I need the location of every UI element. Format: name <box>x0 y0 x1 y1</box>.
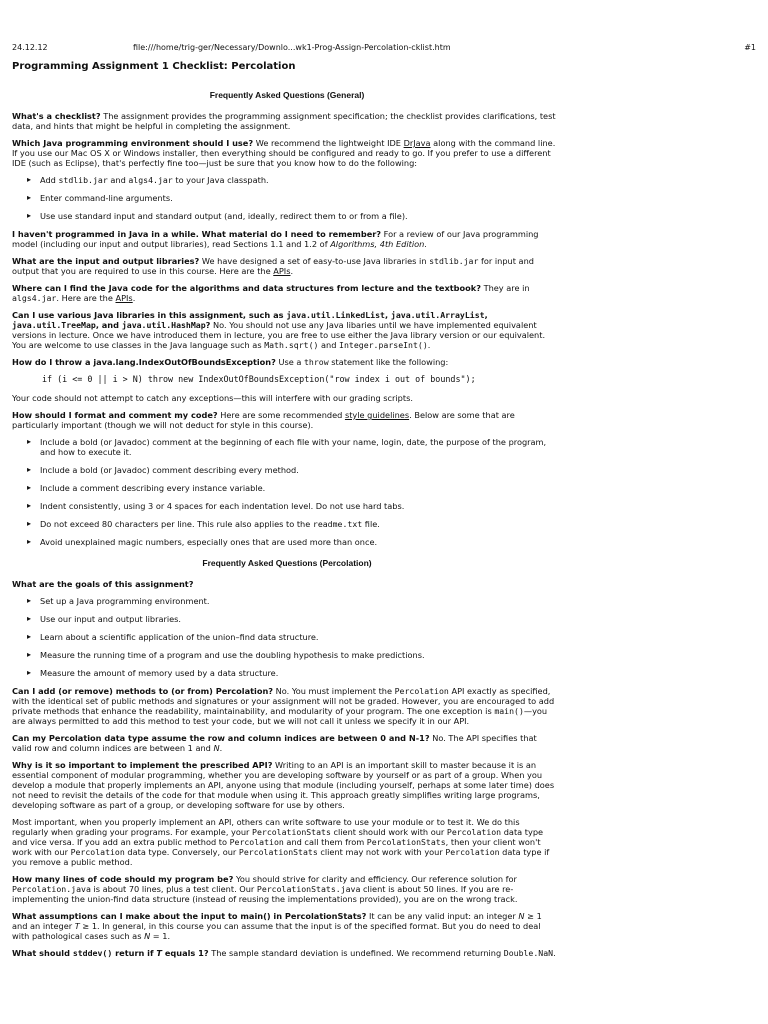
text: Can I use various Java libraries in this assignment, such as <box>12 310 287 320</box>
list-item: ▸ Enter command-line arguments. <box>40 193 558 203</box>
answer: The sample standard deviation is undefined. We recommend returning <box>208 948 504 958</box>
text: data type if you remove a public method. <box>12 847 550 867</box>
faq-input-assumptions <box>12 911 558 941</box>
text: and <box>107 175 129 185</box>
code: throw <box>304 357 329 367</box>
question: What assumptions can I make about the input to main() in PercolationStats? <box>12 911 367 921</box>
text: Most important, when you properly implement an API, others can write software to use your module or to test it. We do this regularly when grading your programs. For example, your <box>12 817 520 837</box>
text: client may not work with your <box>317 847 446 857</box>
answer: = 1. <box>150 931 171 941</box>
faq-java-environment <box>12 138 558 168</box>
question: How should I format and comment my code? <box>12 410 218 420</box>
list-item <box>40 519 558 529</box>
answer: . <box>424 239 427 249</box>
code: PercolationStats <box>366 837 446 847</box>
page-title: Programming Assignment 1 Checklist: Percolation <box>12 61 296 72</box>
question: What are the goals of this assignment? <box>12 579 194 589</box>
answer: Writing to an API is an important skill to master because it is an essential component of modular programming, whether you are developing software by yourself or as part of a group. When you develop a module that properly implements an API, anyone using that module (including yourself, perhaps at some later time) does not need to revisit the details of the code for that module when using it. This approach greatly simplifies writing large programs, developing software as part of a group, or developing software for use by others. <box>12 760 555 810</box>
faq-throw-exception <box>12 357 558 367</box>
answer: . <box>132 293 136 303</box>
list-item: ▸ Measure the running time of a program and use the doubling hypothesis to make predictions. <box>40 650 558 660</box>
question: I haven't programmed in Java in a while. What material do I need to remember? <box>12 229 382 239</box>
math-var: T <box>156 948 162 958</box>
answer: Here are some recommended <box>217 410 345 420</box>
answer: for input and output that you are required to use in this course. Here are the <box>12 256 534 276</box>
question <box>12 948 209 958</box>
question: How do I throw a java.lang.IndexOutOfBoundsException? <box>12 357 276 367</box>
code: PercolationStats.java <box>256 884 361 894</box>
answer: . <box>553 948 556 958</box>
text: , <box>484 310 488 320</box>
list-item: ▸ Avoid unexplained magic numbers, especially ones that are used more than once. <box>40 537 558 547</box>
answer: . <box>427 340 431 350</box>
answer: statement like the following: <box>328 357 449 367</box>
faq-code-style <box>12 410 558 430</box>
text: data type and vice versa. If you add an extra public method to <box>12 827 544 847</box>
answer: No. You should not use any Java libaries until we have implemented equivalent versions in lecture. Once we have introduced them in lecture, you are free to use either the Java library version or our equivalent. You are welcome to use classes in the Java language such as <box>12 320 546 350</box>
text: and call them from <box>283 837 367 847</box>
style-guidelines-link[interactable]: style guidelines <box>344 410 410 420</box>
question: What's a checklist? <box>12 111 101 121</box>
answer: . Below are some that are particularly important (though we will not deduct for style in this course). <box>12 410 515 430</box>
code: Percolation <box>394 686 449 696</box>
print-file-path: file:///home/trig-ger/Necessary/Downlo...wk1-Prog-Assign-Percolation-cklist.htm <box>133 43 451 52</box>
faq-checklist <box>12 111 558 131</box>
code: Percolation <box>229 837 284 847</box>
section-heading-percolation: Frequently Asked Questions (Percolation) <box>202 558 372 568</box>
code: Percolation <box>445 847 500 857</box>
code: stddev() <box>72 948 113 958</box>
text: Add <box>40 175 59 185</box>
document-content <box>12 61 558 965</box>
code: java.util.ArrayList <box>390 310 485 320</box>
list-item <box>40 175 558 185</box>
answer: . Here are the <box>56 293 116 303</box>
print-header <box>12 43 756 55</box>
list-item: ▸ Use our input and output libraries. <box>40 614 558 624</box>
code: Percolation.java <box>12 884 91 894</box>
question: Can I add (or remove) methods to (or from) Percolation? <box>12 686 274 696</box>
faq-algorithm-code <box>12 283 558 303</box>
code: algs4.jar <box>12 293 57 303</box>
answer: Use a <box>275 357 304 367</box>
question: What are the input and output libraries? <box>12 256 200 266</box>
faq-prescribed-api <box>12 760 558 810</box>
goals-list <box>12 596 558 678</box>
answer: We recommend the lightweight IDE <box>253 138 404 148</box>
text: What should <box>12 948 73 958</box>
faq-io-libraries <box>12 256 558 276</box>
answer: We have designed a set of easy-to-use Java libraries in <box>199 256 430 266</box>
list-item: ▸ Include a bold (or Javadoc) comment at the beginning of each file with your name, login, date, the purpose of the program, and how to execute it. <box>40 437 558 457</box>
code: stdlib.jar <box>58 175 108 185</box>
faq-java-refresher <box>12 229 558 249</box>
api-paragraph <box>12 817 558 867</box>
code: Double.NaN <box>503 948 554 958</box>
answer: ≥ 1. In general, in this course you can assume that the input is of the specified format. But you do need to deal with pathological cases such as <box>12 921 541 941</box>
text: equals 1? <box>161 948 209 958</box>
text: file. <box>362 519 380 529</box>
code: Percolation <box>70 847 125 857</box>
text: Do not exceed 80 characters per line. This rule also applies to the <box>40 519 313 529</box>
question: Where can I find the Java code for the algorithms and data structures from lecture and the textbook? <box>12 283 481 293</box>
question: Which Java programming environment should I use? <box>12 138 254 148</box>
text: , <box>384 310 391 320</box>
apis-link[interactable]: APIs <box>273 266 291 276</box>
exception-note: Your code should not attempt to catch any exceptions—this will interfere with our grading scripts. <box>12 393 413 403</box>
code: readme.txt <box>312 519 363 529</box>
list-item: ▸ Set up a Java programming environment. <box>40 596 558 606</box>
apis-link[interactable]: APIs <box>115 293 133 303</box>
code: Percolation <box>446 827 502 837</box>
book-title: Algorithms, 4th Edition <box>330 239 425 249</box>
faq-add-methods <box>12 686 558 726</box>
code: PercolationStats <box>238 847 318 857</box>
code-example: if (i <= 0 || i > N) throw new IndexOutOfBoundsException("row index i out of bounds"); <box>42 374 476 384</box>
list-item: ▸ Learn about a scientific application of the union–find data structure. <box>40 632 558 642</box>
answer: ≥ 1 and an integer <box>12 911 542 931</box>
section-heading-general: Frequently Asked Questions (General) <box>209 90 365 100</box>
code: stdlib.jar <box>429 256 479 266</box>
faq-java-libraries <box>12 310 558 350</box>
text: ? <box>205 320 211 330</box>
answer: For a review of our Java programming model (including our input and output libraries), read Sections 1.1 and 1.2 of <box>12 229 539 249</box>
question: Can my Percolation data type assume the row and column indices are between 0 and N-1? <box>12 733 430 743</box>
answer: They are in <box>480 283 530 293</box>
question: How many lines of code should my program be? <box>12 874 234 884</box>
code: algs4.jar <box>128 175 173 185</box>
faq-indices <box>12 733 558 753</box>
faq-goals <box>12 579 558 589</box>
text: data type. Conversely, our <box>124 847 239 857</box>
text: , and <box>95 320 122 330</box>
list-item: ▸ Include a bold (or Javadoc) comment describing every method. <box>40 465 558 475</box>
list-item: ▸ Measure the amount of memory used by a data structure. <box>40 668 558 678</box>
answer: API exactly as specified, with the identical set of public methods and signatures or your assignment will not be graded. However, you are encouraged to add private methods that enhance the readability, maintainability, and modularity of your program. The one exception is <box>12 686 555 716</box>
answer: The assignment provides the programming assignment specification; the checklist provides clarifications, test data, and hints that might be helpful in completing the assignment. <box>12 111 556 131</box>
question: Why is it so important to implement the prescribed API? <box>12 760 273 770</box>
answer: You should strive for clarity and efficiency. Our reference solution for <box>233 874 517 884</box>
style-list <box>12 437 558 547</box>
code: main() <box>494 706 524 716</box>
math-var: T <box>74 921 80 931</box>
list-item: ▸ Indent consistently, using 3 or 4 spaces for each indentation level. Do not use hard tabs. <box>40 501 558 511</box>
environment-list <box>12 175 558 221</box>
code: java.util.LinkedList <box>286 310 385 320</box>
answer: —you are always permitted to add this method to test your code, but we will not call it unless we specify it in our API. <box>12 706 548 726</box>
answer: client is about 50 lines. If you are re-implementing the union-find data structure (instead of reusing the implementations provided), you are on the wrong track. <box>12 884 518 904</box>
answer: It can be any valid input: an integer <box>366 911 519 921</box>
drjava-link[interactable]: DrJava <box>403 138 431 148</box>
faq-stddev <box>12 948 558 958</box>
text: , then your client won't work with our <box>12 837 541 857</box>
answer: along with the command line. If you use our Mac OS X or Windows installer, then everything should be configured and ready to go. If you prefer to use a different IDE (such as Eclipse), that's perfectly fine too—just be sure that you know how to do the following: <box>12 138 556 168</box>
faq-lines-of-code <box>12 874 558 904</box>
code: java.util.HashMap <box>121 320 206 330</box>
code: java.util.TreeMap <box>12 320 96 330</box>
list-item: ▸ Use use standard input and standard output (and, ideally, redirect them to or from a file). <box>40 211 558 221</box>
print-page-number: #1 <box>744 43 756 52</box>
text: to your Java classpath. <box>172 175 269 185</box>
math-var: N <box>518 911 525 921</box>
code: Integer.parseInt() <box>339 340 428 350</box>
answer: . <box>219 743 223 753</box>
answer: is about 70 lines, plus a test client. Our <box>90 884 257 894</box>
text: client should work with our <box>330 827 447 837</box>
answer: . <box>290 266 294 276</box>
print-date: 24.12.12 <box>12 43 48 52</box>
math-var: N <box>144 931 151 941</box>
text: return if <box>112 948 157 958</box>
math-var: N <box>213 743 220 753</box>
answer: No. You must implement the <box>273 686 395 696</box>
list-item: ▸ Include a comment describing every instance variable. <box>40 483 558 493</box>
code: Math.sqrt() <box>264 340 319 350</box>
answer: No. The API specifies that valid row and column indices are between 1 and <box>12 733 537 753</box>
code: PercolationStats <box>252 827 331 837</box>
answer: and <box>318 340 340 350</box>
